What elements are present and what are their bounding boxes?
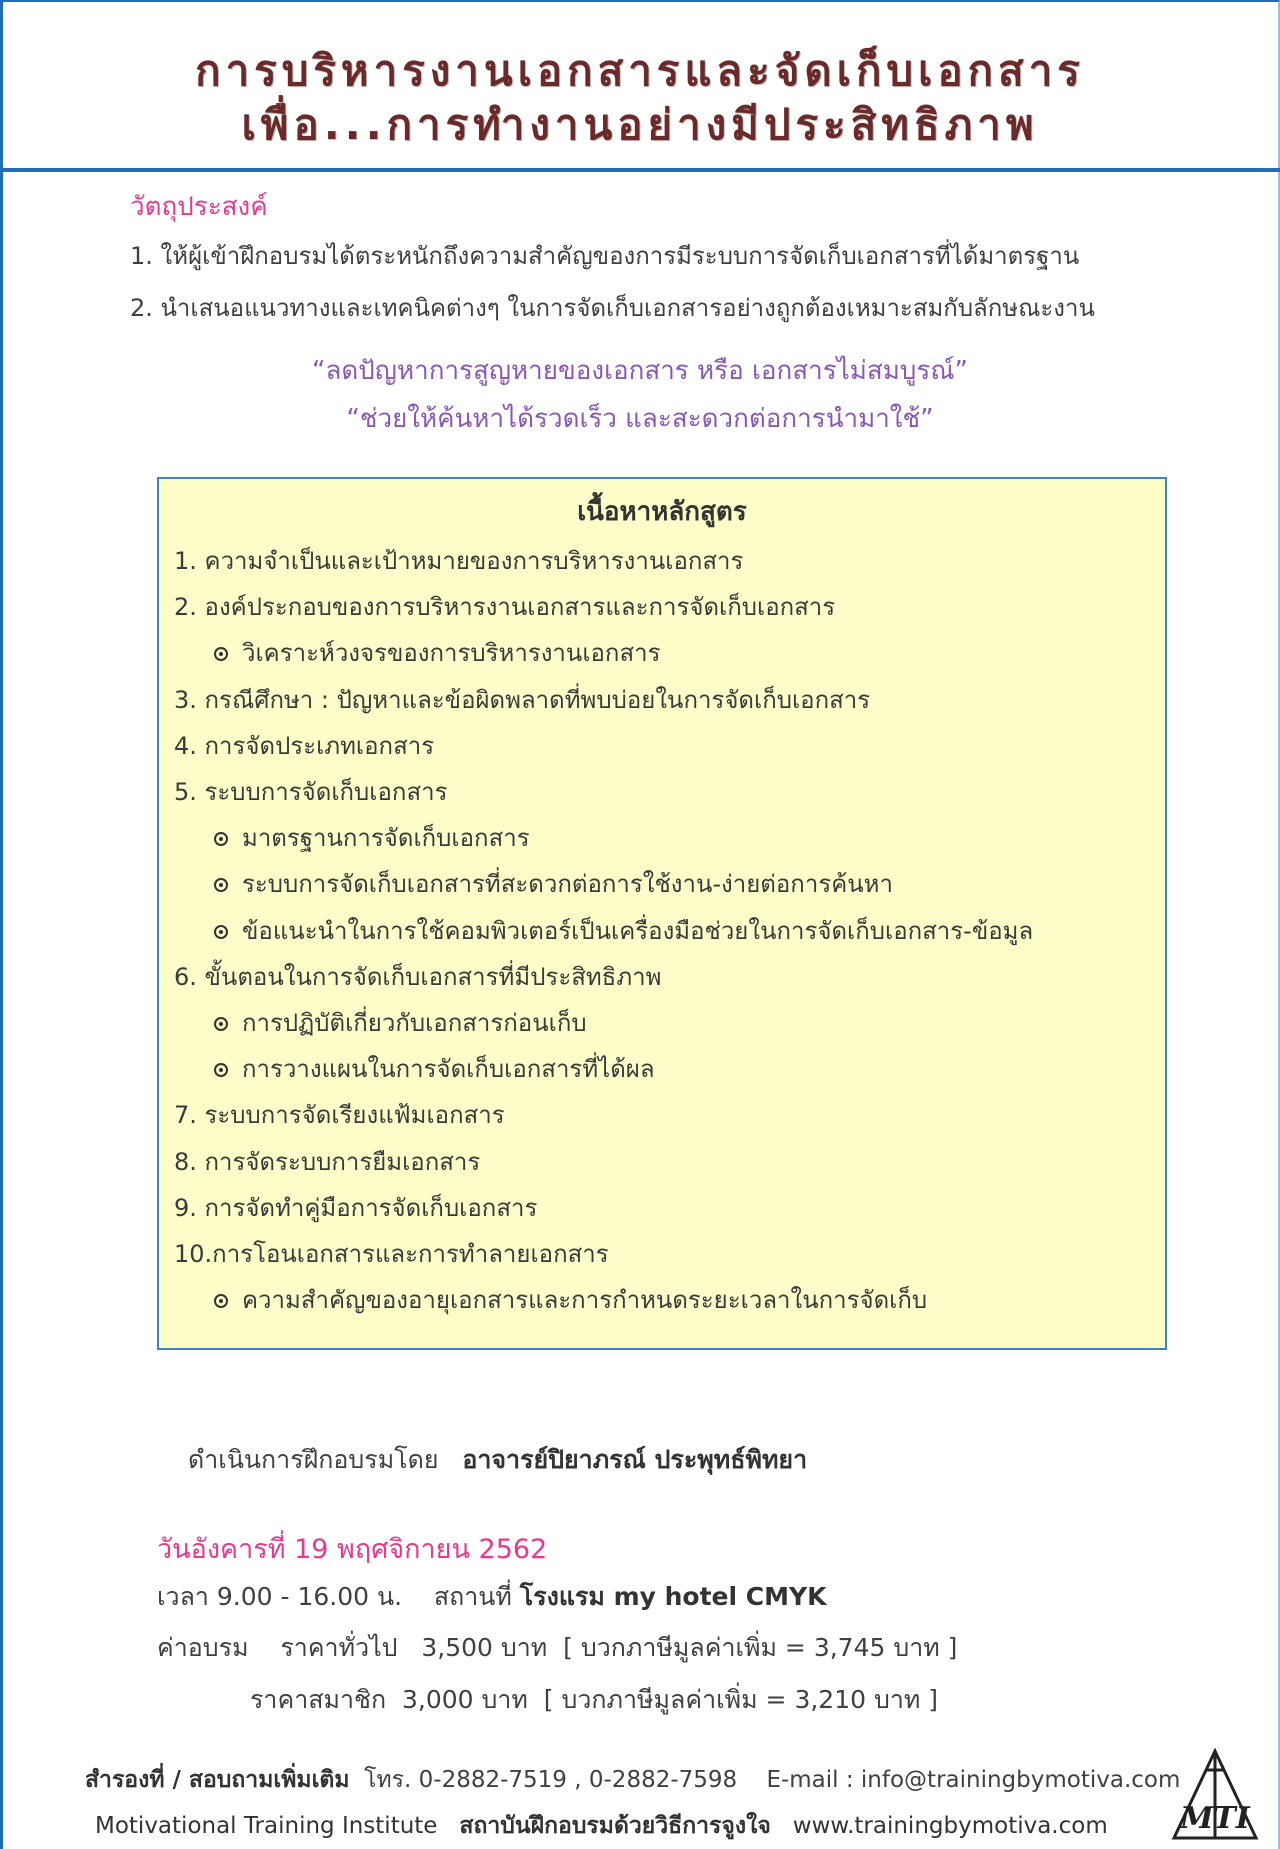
- content-text: มาตรฐานการจัดเก็บเอกสาร: [242, 824, 530, 852]
- venue-label: สถานที่: [433, 1582, 512, 1611]
- objective-item-1: 1. ให้ผู้เข้าฝึกอบรมได้ตระหนักถึงความสำคัญของการมีระบบการจัดเก็บเอกสารที่ได้มาตรฐาน: [130, 242, 1080, 270]
- contact-email[interactable]: E-mail : info@trainingbymotiva.com: [766, 1767, 1181, 1793]
- bullet-icon: [214, 1294, 228, 1308]
- footer-org-line: [95, 1808, 1108, 1844]
- content-text: ระบบการจัดเก็บเอกสารที่สะดวกต่อการใช้งาน-ง่ายต่อการค้นหา: [242, 870, 893, 898]
- instructor-label: ดำเนินการฝึกอบรมโดย: [188, 1445, 439, 1474]
- event-date: วันอังคารที่ 19 พฤศจิกายน 2562: [157, 1534, 548, 1565]
- fee-member-line: [250, 1680, 938, 1720]
- content-text: 3. กรณีศึกษา : ปัญหาและข้อผิดพลาดที่พบบ่อยในการจัดเก็บเอกสาร: [174, 686, 871, 714]
- venue-name: โรงแรม my hotel CMYK: [519, 1582, 827, 1611]
- contact-phone: โทร. 0-2882-7519 , 0-2882-7598: [364, 1767, 738, 1793]
- content-text: ความสำคัญของอายุเอกสารและการกำหนดระยะเวลาในการจัดเก็บ: [242, 1286, 928, 1314]
- content-item: [174, 726, 434, 765]
- content-subitem: [214, 1003, 587, 1042]
- bullet-icon: [214, 1017, 228, 1031]
- logo-text: MTI: [1180, 1801, 1250, 1836]
- content-item: [174, 772, 447, 811]
- content-item: [174, 1142, 480, 1181]
- objective-item-2: 2. นำเสนอแนวทางและเทคนิคต่างๆ ในการจัดเก็บเอกสารอย่างถูกต้องเหมาะสมกับลักษณะงาน: [130, 294, 1095, 322]
- instructor-line: [188, 1440, 807, 1480]
- bullet-icon: [214, 832, 228, 846]
- content-text: 4. การจัดประเภทเอกสาร: [174, 732, 435, 760]
- content-subitem: [214, 1280, 927, 1319]
- fee-general: ราคาทั่วไป 3,500 บาท [ บวกภาษีมูลค่าเพิ่ม = 3,745 บาท ]: [280, 1633, 958, 1662]
- page-title-line2: เพื่อ...การทำงานอย่างมีประสิทธิภาพ: [241, 100, 1039, 149]
- header: [0, 0, 1280, 170]
- course-content-title: เนื้อหาหลักสูตร: [577, 497, 747, 527]
- content-text: วิเคราะห์วงจรของการบริหารงานเอกสาร: [242, 639, 661, 667]
- content-text: 1. ความจำเป็นและเป้าหมายของการบริหารงานเอกสาร: [174, 547, 744, 575]
- content-text: ข้อแนะนำในการใช้คอมพิวเตอร์เป็นเครื่องมือช่วยในการจัดเก็บเอกสาร-ข้อมูล: [242, 917, 1034, 945]
- content-item: [174, 680, 870, 719]
- content-item: [174, 1095, 505, 1134]
- content-text: 10.การโอนเอกสารและการทำลายเอกสาร: [174, 1240, 609, 1268]
- content-text: 6. ขั้นตอนในการจัดเก็บเอกสารที่มีประสิทธิภาพ: [174, 963, 662, 991]
- content-item: [174, 1234, 609, 1273]
- page-title-line1: การบริหารงานเอกสารและจัดเก็บเอกสาร: [195, 46, 1085, 95]
- content-text: 7. ระบบการจัดเรียงแฟ้มเอกสาร: [174, 1101, 505, 1129]
- content-subitem: [214, 633, 660, 672]
- website-link[interactable]: www.trainingbymotiva.com: [792, 1813, 1108, 1839]
- content-item: [174, 1188, 537, 1227]
- contact-label: สำรองที่ / สอบถามเพิ่มเติม: [85, 1767, 350, 1793]
- org-name-en: Motivational Training Institute: [95, 1813, 438, 1839]
- quote-2: “ช่วยให้ค้นหาได้รวดเร็ว และสะดวกต่อการนำมาใช้”: [346, 404, 934, 434]
- bullet-icon: [214, 1063, 228, 1077]
- content-subitem: [214, 1049, 655, 1088]
- event-time: เวลา 9.00 - 16.00 น.: [157, 1582, 403, 1611]
- content-item: [174, 957, 661, 996]
- content-text: 8. การจัดระบบการยืมเอกสาร: [174, 1148, 481, 1176]
- objectives-heading: วัตถุประสงค์: [130, 192, 268, 222]
- fee-general-line: [157, 1628, 957, 1668]
- content-subitem: [214, 864, 893, 903]
- instructor-name: อาจารย์ปิยาภรณ์ ประพุทธ์พิทยา: [462, 1445, 808, 1474]
- quote-1: “ลดปัญหาการสูญหายของเอกสาร หรือ เอกสารไม่สมบูรณ์”: [312, 356, 968, 386]
- content-text: 9. การจัดทำคู่มือการจัดเก็บเอกสาร: [174, 1194, 538, 1222]
- contact-line: [85, 1762, 1180, 1798]
- org-name-th: สถาบันฝึกอบรมด้วยวิธีการจูงใจ: [459, 1813, 771, 1839]
- bullet-icon: [214, 925, 228, 939]
- mti-logo: [1170, 1748, 1260, 1843]
- fee-label: ค่าอบรม: [157, 1633, 249, 1662]
- content-item: [174, 587, 835, 626]
- content-text: 5. ระบบการจัดเก็บเอกสาร: [174, 778, 448, 806]
- content-text: 2. องค์ประกอบของการบริหารงานเอกสารและการจัดเก็บเอกสาร: [174, 593, 836, 621]
- content-subitem: [214, 818, 530, 857]
- content-item: [174, 541, 743, 580]
- content-subitem: [214, 911, 1033, 950]
- content-text: การวางแผนในการจัดเก็บเอกสารที่ได้ผล: [242, 1055, 655, 1083]
- header-divider: [0, 168, 1280, 172]
- bullet-icon: [214, 647, 228, 661]
- content-text: การปฏิบัติเกี่ยวกับเอกสารก่อนเก็บ: [242, 1009, 587, 1037]
- time-venue-line: [157, 1577, 827, 1617]
- course-content-box: [157, 477, 1167, 1350]
- fee-member: ราคาสมาชิก 3,000 บาท [ บวกภาษีมูลค่าเพิ่ม = 3,210 บาท ]: [250, 1685, 939, 1714]
- bullet-icon: [214, 878, 228, 892]
